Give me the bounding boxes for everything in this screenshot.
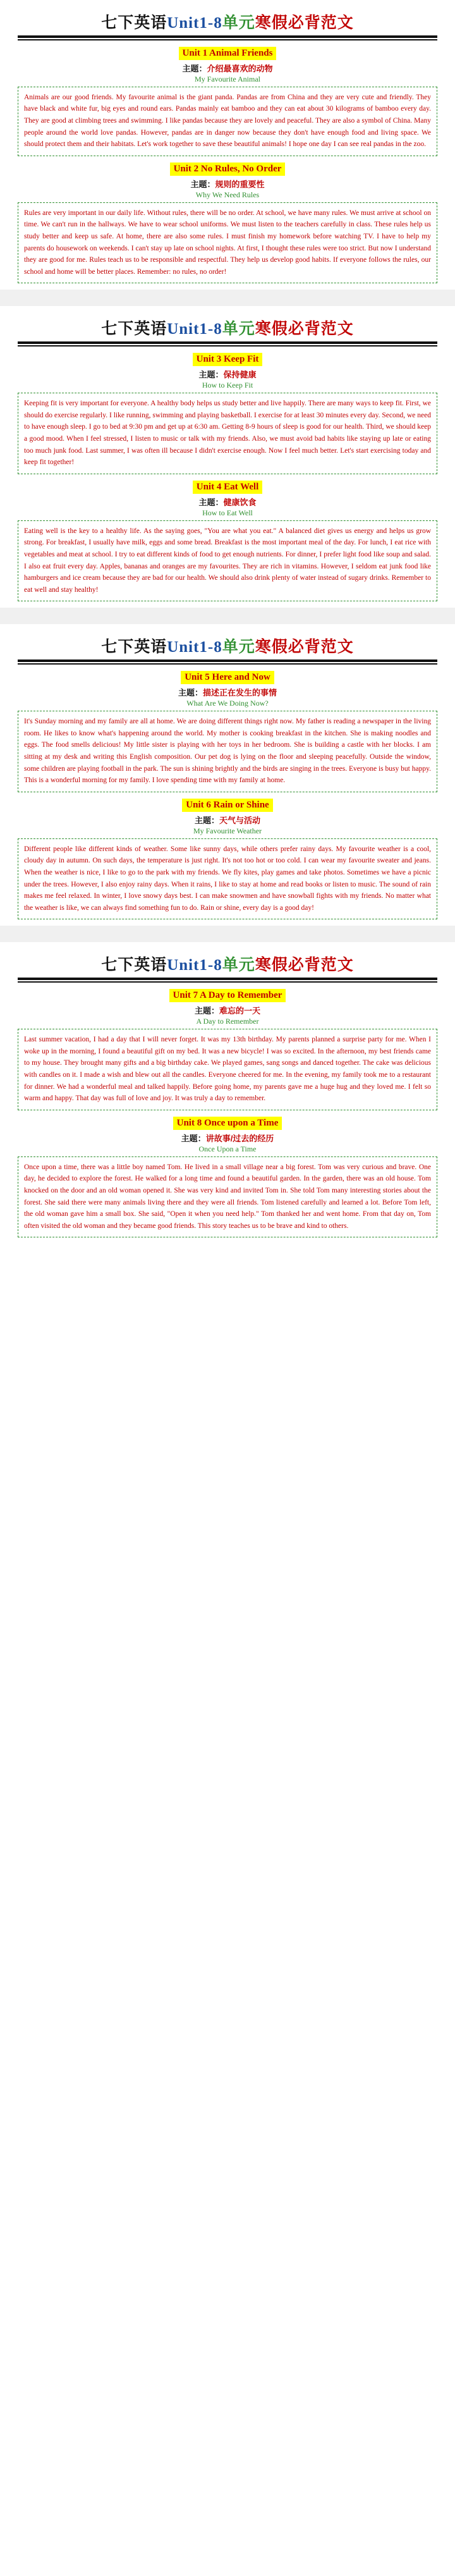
passage-text: Animals are our good friends. My favourite animal is the giant panda. Pandas are from China and they are very cute and friendly. They have black and white fur, big eyes and round ears. Pandas mainly eat bamboo and they can eat about 30 kilograms of bamboo every day. They are good at climbing trees and swimming. I like pandas because they are lovely and peaceful. They are also a symbol of China. Many people around the world love pandas. However, pandas are in danger now because they don't have enough food and living space. We should protect them and their habitats. Let's work together to save these beautiful animals! I hope one day I can see real pandas in the zoo. bbox=[24, 93, 431, 149]
unit-english-title: How to Eat Well bbox=[202, 508, 253, 517]
unit-passage bbox=[18, 393, 437, 474]
title-part-4: 寒假必背范文 bbox=[255, 639, 354, 656]
sheet-separator bbox=[0, 608, 455, 624]
theme-value: 难忘的一天 bbox=[219, 1006, 261, 1016]
title-part-2: Unit1-8 bbox=[167, 15, 222, 32]
title-part-1: 七下英语 bbox=[101, 321, 167, 338]
unit-heading-text: Unit 5 Here and Now bbox=[181, 671, 274, 684]
theme-label: 主题： bbox=[178, 688, 203, 698]
unit-heading bbox=[18, 47, 437, 60]
theme-value: 天气与活动 bbox=[219, 815, 261, 825]
unit-heading-text: Unit 7 A Day to Remember bbox=[169, 989, 286, 1002]
unit-english-title: How to Keep Fit bbox=[202, 381, 253, 390]
title-part-2: Unit1-8 bbox=[167, 321, 222, 338]
unit-heading-text: Unit 1 Animal Friends bbox=[179, 47, 277, 60]
sheet-1 bbox=[0, 0, 455, 290]
unit-heading-text: Unit 3 Keep Fit bbox=[193, 353, 263, 366]
unit-english-title: A Day to Remember bbox=[196, 1017, 259, 1026]
page-title bbox=[18, 952, 437, 975]
unit-heading bbox=[18, 163, 437, 176]
unit-heading-text: Unit 6 Rain or Shine bbox=[182, 799, 272, 812]
unit-passage bbox=[18, 87, 437, 156]
title-divider bbox=[18, 978, 437, 980]
unit-block bbox=[18, 163, 437, 284]
unit-passage bbox=[18, 1156, 437, 1238]
unit-theme bbox=[18, 686, 437, 698]
theme-label: 主题： bbox=[198, 370, 224, 380]
unit-block bbox=[18, 1117, 437, 1238]
unit-theme bbox=[18, 1004, 437, 1016]
sheet-separator bbox=[0, 926, 455, 942]
unit-english-title: What Are We Doing Now? bbox=[186, 699, 269, 708]
unit-theme bbox=[18, 496, 437, 508]
passage-text: Last summer vacation, I had a day that I will never forget. It was my 13th birthday. My parents planned a surprise party for me. When I woke up in the morning, I found a beautiful gift on my bed. It was a new bicycle! I was so excited. In the afternoon, my best friends came to my house. They brought many gifts and a big birthday cake. We played games, sang songs and danced together. The cake was delicious with candles on it. I made a wish and blew out all the candles. Everyone cheered for me. In the evening, my family took me to a restaurant for dinner. We had a wonderful meal and talked happily. Before going home, my parents gave me a huge hug and they loved me. I felt so warm and happy. That day was full of love and joy. It was truly a day to remember. bbox=[24, 1036, 431, 1103]
unit-theme bbox=[18, 178, 437, 190]
title-part-3: 单元 bbox=[222, 15, 255, 32]
unit-heading bbox=[18, 1117, 437, 1130]
unit-english-title: My Favourite Animal bbox=[195, 74, 260, 83]
passage-text: Keeping fit is very important for everyone. A healthy body helps us study better and live happily. There are many ways to keep fit. First, we should do exercise regularly. I like running, swimming and playing basketball. I exercise for at least 30 minutes every day. Second, we need to have enough sleep. I go to bed at 9:30 pm and get up at 6:30 am. Getting 8-9 hours of sleep is good for our health. Third, we should keep a good mood. When I feel stressed, I listen to music or talk with my friends. Also, we must avoid bad habits like staying up late or eating too much junk food. Last summer, I was often ill because I didn't exercise enough. Now I feel much better. Let's start exercising today and keep fit together! bbox=[24, 400, 431, 467]
page-title bbox=[18, 634, 437, 657]
title-divider-thin bbox=[18, 663, 437, 665]
unit-block bbox=[18, 353, 437, 474]
title-part-1: 七下英语 bbox=[101, 15, 167, 32]
title-part-1: 七下英语 bbox=[101, 639, 167, 656]
unit-passage bbox=[18, 711, 437, 792]
sheet-3 bbox=[0, 624, 455, 926]
theme-value: 介绍最喜欢的动物 bbox=[207, 63, 273, 73]
title-divider-thin bbox=[18, 345, 437, 347]
unit-block bbox=[18, 481, 437, 602]
unit-theme bbox=[18, 814, 437, 826]
unit-passage bbox=[18, 202, 437, 284]
unit-theme bbox=[18, 1132, 437, 1144]
title-part-2: Unit1-8 bbox=[167, 639, 222, 656]
sheet-2 bbox=[0, 306, 455, 608]
title-part-4: 寒假必背范文 bbox=[255, 321, 354, 338]
passage-text: Rules are very important in our daily life. Without rules, there will be no order. At school, we have many rules. We must arrive at school on time. We can't run in the hallways. We have to wear school uniforms. We must listen to the teachers carefully in class. These rules help us study better and keep us safe. At home, there are also some rules. I must finish my homework before watching TV. I have to help my parents do housework on weekends. I can't stay up late on school nights. At first, I thought these rules were too strict. But now I understand they are good for me. Rules teach us to be responsible and respectful. They help us develop good habits. If everyone follows the rules, our school and home will be better places. Remember: no rules, no order! bbox=[24, 209, 431, 276]
theme-value: 描述正在发生的事情 bbox=[203, 688, 277, 698]
page-title bbox=[18, 10, 437, 33]
unit-theme bbox=[18, 368, 437, 380]
unit-block bbox=[18, 671, 437, 792]
passage-text: It's Sunday morning and my family are all at home. We are doing different things right now. My father is reading a newspaper in the living room. He likes to know what's happening around the world. My mother is cooking breakfast in the kitchen. She is making noodles and eggs. The food smells delicious! My little sister is playing with her toys in her bedroom. She is building a castle with her blocks. I am sitting at my desk and writing this English composition. Our pet dog is lying on the floor and sleeping peacefully. Outside the window, some children are playing football in the park. The sun is shining brightly and the birds are singing in the trees. Everyone is busy but happy. This is a wonderful morning for my family. I love spending time with my family at home. bbox=[24, 718, 431, 785]
unit-block bbox=[18, 799, 437, 920]
unit-heading-text: Unit 2 No Rules, No Order bbox=[170, 163, 286, 176]
unit-passage bbox=[18, 520, 437, 602]
unit-passage bbox=[18, 838, 437, 920]
title-divider bbox=[18, 35, 437, 38]
unit-theme bbox=[18, 62, 437, 74]
unit-block bbox=[18, 47, 437, 156]
theme-label: 主题： bbox=[194, 815, 219, 825]
title-part-3: 单元 bbox=[222, 639, 255, 656]
unit-heading bbox=[18, 353, 437, 366]
unit-english-title: Once Upon a Time bbox=[198, 1144, 257, 1153]
sheet-4 bbox=[0, 942, 455, 1244]
title-divider-thin bbox=[18, 981, 437, 983]
unit-english-title: My Favourite Weather bbox=[193, 826, 262, 835]
theme-value: 保持健康 bbox=[223, 370, 257, 380]
title-part-4: 寒假必背范文 bbox=[255, 15, 354, 32]
title-divider-thin bbox=[18, 39, 437, 40]
title-part-2: Unit1-8 bbox=[167, 957, 222, 974]
unit-english-title: Why We Need Rules bbox=[195, 190, 260, 199]
unit-heading bbox=[18, 989, 437, 1002]
sheet-separator bbox=[0, 290, 455, 306]
unit-passage bbox=[18, 1029, 437, 1110]
passage-text: Once upon a time, there was a little boy named Tom. He lived in a small village near a big forest. Tom was very curious and brave. One day, he decided to explore the forest. He walked for a long time and found a beautiful garden. In the garden, there was an old house. Tom knocked on the door and an old woman opened it. She was very kind and invited Tom in. She told Tom many interesting stories about the forest. She said there were many animals living there and they were all friends. Tom listened carefully and learned a lot. Before Tom left, the old woman gave him a small box. She said, "Open it when you need help." Tom thanked her and went home. From that day on, Tom often visited the old woman and they became good friends. This story teaches us to be brave and kind to others. bbox=[24, 1163, 431, 1230]
theme-label: 主题： bbox=[182, 63, 207, 73]
unit-heading bbox=[18, 481, 437, 494]
theme-value: 讲故事/过去的经历 bbox=[205, 1133, 274, 1143]
theme-value: 规则的重要性 bbox=[215, 179, 265, 189]
theme-value: 健康饮食 bbox=[223, 497, 257, 507]
title-part-3: 单元 bbox=[222, 957, 255, 974]
theme-label: 主题： bbox=[198, 497, 224, 507]
title-divider bbox=[18, 341, 437, 344]
title-divider bbox=[18, 659, 437, 662]
theme-label: 主题： bbox=[190, 179, 215, 189]
unit-heading bbox=[18, 671, 437, 684]
unit-heading bbox=[18, 799, 437, 812]
unit-heading-text: Unit 4 Eat Well bbox=[193, 481, 262, 494]
title-part-4: 寒假必背范文 bbox=[255, 957, 354, 974]
page-title bbox=[18, 316, 437, 339]
theme-label: 主题： bbox=[194, 1006, 219, 1016]
unit-heading-text: Unit 8 Once upon a Time bbox=[173, 1117, 282, 1130]
unit-block bbox=[18, 989, 437, 1110]
title-part-1: 七下英语 bbox=[101, 957, 167, 974]
passage-text: Eating well is the key to a healthy life. As the saying goes, "You are what you eat." A balanced diet gives us energy and helps us grow strong. For breakfast, I usually have milk, eggs and some bread. Breakfast is the most important meal of the day. For lunch, I eat rice with vegetables and meat at school. I try to eat different kinds of food to get enough nutrients. For dinner, I prefer light food like soup and salad. I also eat fruit every day. Apples, bananas and oranges are my favourites. They are rich in vitamins. However, I seldom eat junk food like hamburgers and ice cream because they are bad for our health. We should also drink plenty of water instead of sugary drinks. Remember to eat well and stay healthy! bbox=[24, 527, 431, 594]
document-page bbox=[0, 0, 455, 1244]
theme-label: 主题： bbox=[181, 1133, 206, 1143]
title-part-3: 单元 bbox=[222, 321, 255, 338]
passage-text: Different people like different kinds of weather. Some like sunny days, while others prefer rainy days. My favourite weather is a cool, cloudy day in autumn. On such days, the temperature is just right. It's not too hot or too cold. I can wear my favourite sweater and jeans. When the weather is nice, I like to go to the park with my friends. We fly kites, play games and take photos. Sometimes we have a picnic under the trees. However, I also enjoy rainy days. When it rains, I like to stay at home and read books or listen to music. The sound of rain makes me feel relaxed. In winter, I love snowy days best. I can make snowmen and have snowball fights with my friends. No matter what the weather is like, we can always find something fun to do. Rain or shine, every day is a good day! bbox=[24, 845, 431, 912]
